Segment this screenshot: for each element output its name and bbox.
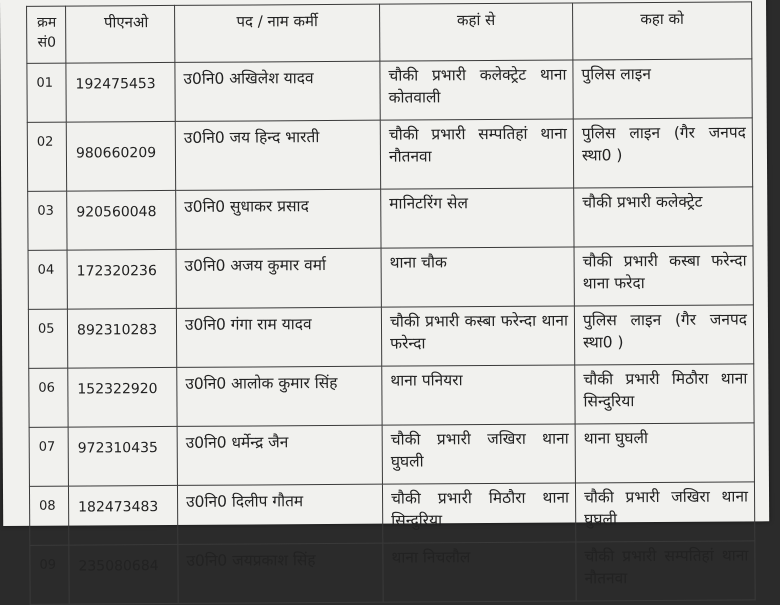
table-row <box>28 305 753 368</box>
cell-name: उ0नि0 अखिलेश यादव <box>175 61 380 121</box>
cell-pno: 182473483 <box>68 485 177 545</box>
cell-serial: 03 <box>28 191 67 250</box>
cell-pno: 972310435 <box>68 426 177 486</box>
header-to: कहा को <box>573 2 752 60</box>
cell-serial: 01 <box>27 63 66 122</box>
cell-from: चौकी प्रभारी मिठौरा थाना सिन्दुरिया <box>382 483 575 543</box>
cell-pno: 892310283 <box>67 308 176 368</box>
cell-name: उ0नि0 जयप्रकाश सिंह <box>178 543 383 603</box>
table-row <box>27 59 752 122</box>
cell-to: पुलिस लाइन <box>573 59 752 119</box>
cell-serial: 07 <box>29 427 68 486</box>
cell-name: उ0नि0 धर्मेन्द्र जैन <box>177 425 382 485</box>
cell-pno: 172320236 <box>67 249 176 309</box>
cell-name: उ0नि0 अजय कुमार वर्मा <box>176 248 381 308</box>
cell-to: पुलिस लाइन (गैर जनपद स्था0 ) <box>573 118 752 188</box>
table-row <box>28 246 753 309</box>
header-pno: पीएनओ <box>66 5 175 63</box>
header-row <box>27 2 752 63</box>
cell-serial: 04 <box>28 250 67 309</box>
header-name: पद / नाम कर्मी <box>175 4 380 62</box>
cell-serial: 09 <box>30 545 69 604</box>
header-from: कहां से <box>380 3 573 61</box>
cell-pno: 235080684 <box>69 544 178 604</box>
table-row <box>29 423 754 486</box>
cell-pno: 152322920 <box>68 367 177 427</box>
cell-from: थाना निचलौल <box>383 542 576 602</box>
cell-to: चौकी प्रभारी कलेक्ट्रेट <box>574 187 753 247</box>
cell-name: उ0नि0 जय हिन्द भारती <box>175 120 380 190</box>
cell-name: उ0नि0 सुधाकर प्रसाद <box>176 189 381 249</box>
cell-to: चौकी प्रभारी मिठौरा थाना सिन्दुरिया <box>575 364 754 424</box>
cell-pno: 980660209 <box>66 121 175 191</box>
cell-name: उ0नि0 गंगा राम यादव <box>176 307 381 367</box>
cell-to: चौकी प्रभारी सम्पतिहां थाना नौतनवा <box>576 541 755 601</box>
table-row <box>28 187 753 250</box>
cell-from: चौकी प्रभारी सम्पतिहां थाना नौतनवा <box>380 119 573 189</box>
header-serial: क्रम सं0 <box>27 6 66 63</box>
cell-from: चौकी प्रभारी कस्बा फरेन्दा थाना फरेन्दा <box>381 306 574 366</box>
table-row <box>27 118 752 191</box>
cell-from: थाना पनियरा <box>382 365 575 425</box>
cell-to: पुलिस लाइन (गैर जनपद स्था0 ) <box>574 305 753 365</box>
table-row <box>29 482 754 545</box>
cell-name: उ0नि0 आलोक कुमार सिंह <box>177 366 382 426</box>
cell-serial: 02 <box>27 122 66 191</box>
cell-name: उ0नि0 दिलीप गौतम <box>177 484 382 544</box>
cell-to: थाना घुघली <box>575 423 754 483</box>
cell-from: मानिटरिंग सेल <box>381 188 574 248</box>
cell-serial: 08 <box>29 486 68 545</box>
table-row <box>30 541 755 604</box>
cell-serial: 06 <box>29 368 68 427</box>
cell-serial: 05 <box>28 309 67 368</box>
cell-to: चौकी प्रभारी जखिरा थाना घुघली <box>575 482 754 542</box>
cell-pno: 920560048 <box>67 190 176 250</box>
cell-pno: 192475453 <box>66 62 175 122</box>
cell-to: चौकी प्रभारी कस्बा फरेन्दा थाना फरेदा <box>574 246 753 306</box>
cell-from: चौकी प्रभारी कलेक्ट्रेट थाना कोतवाली <box>380 60 573 120</box>
cell-from: चौकी प्रभारी जखिरा थाना घुघली <box>382 424 575 484</box>
transfer-table <box>26 1 756 604</box>
cell-from: थाना चौक <box>381 247 574 307</box>
table-row <box>29 364 754 427</box>
